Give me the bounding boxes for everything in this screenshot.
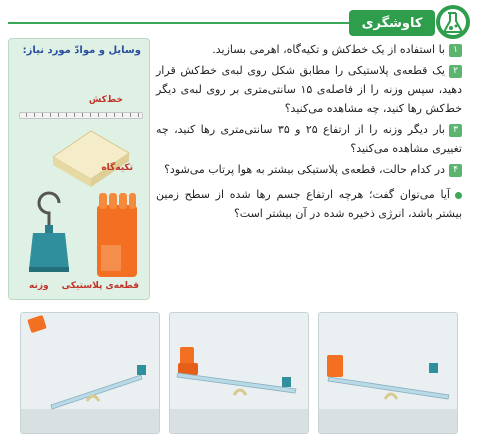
pivot-icon [45,117,135,189]
conclusion-item [156,185,462,223]
question-item [156,40,462,59]
question-number: ۲ [449,65,462,78]
pivot-icon [385,394,397,399]
weight-label: وزنه [29,281,49,291]
photo-lever-1 [20,312,160,434]
ruler-label: خط‌کش [88,95,123,105]
weight-icon [137,365,146,375]
weight-icon [23,189,75,275]
question-number: ۴ [449,164,462,177]
weight-icon [429,363,438,373]
bullet-icon [455,192,462,199]
materials-title: وسایل و موادّ مورد نیاز: [22,45,141,56]
lever-illustration [21,313,160,434]
lever-illustration [319,313,458,434]
plastic-piece-icon [27,315,47,333]
photo-lever-2 [169,312,309,434]
question-item [156,160,462,179]
lever-illustration [170,313,309,434]
question-text: در کدام حالت، قطعه‌ی پلاستیکی بیشتر به هوا پرتاب می‌شود؟ [164,163,445,176]
section-title: کاوشگری [349,10,435,36]
question-item [156,120,462,158]
pivot-label: تکیه‌گاه [101,163,133,173]
materials-panel [8,38,150,300]
question-number: ۳ [449,124,462,137]
plastic-piece-label: قطعه‌ی پلاستیکی [61,281,139,291]
weight-icon [282,377,291,387]
ruler-icon [51,375,142,409]
question-list [156,40,462,225]
question-text: با استفاده از یک خط‌کش و تکیه‌گاه، اهرمی بسازید. [212,43,445,56]
plastic-piece-icon [327,355,343,377]
question-text: بار دیگر وزنه را از ارتفاع ۲۵ و ۳۵ سانتی‌متری رها کنید، چه تغییری مشاهده می‌کنید؟ [156,123,462,155]
header-rule [8,22,408,24]
pivot-icon [87,396,99,401]
conclusion-text: آیا می‌توان گفت؛ هرچه ارتفاع جسم رها شده از سطح زمین بیشتر باشد، انرژی ذخیره شده در آن بیشتر است؟ [156,188,462,220]
question-item [156,61,462,118]
experiment-icon [431,2,471,42]
photo-lever-3 [318,312,458,434]
question-number: ۱ [449,44,462,57]
pivot-icon [234,390,246,395]
question-text: یک قطعه‌ی پلاستیکی را مطابق شکل روی لبه‌ی خط‌کش قرار دهید، سپس وزنه را از فاصله‌ی ۱۵ سانتی‌متری بر روی لبه‌ی دیگر خط‌کش رها کنید، چه مشاهده می‌کنید؟ [156,64,462,115]
plastic-piece-icon [91,189,143,281]
